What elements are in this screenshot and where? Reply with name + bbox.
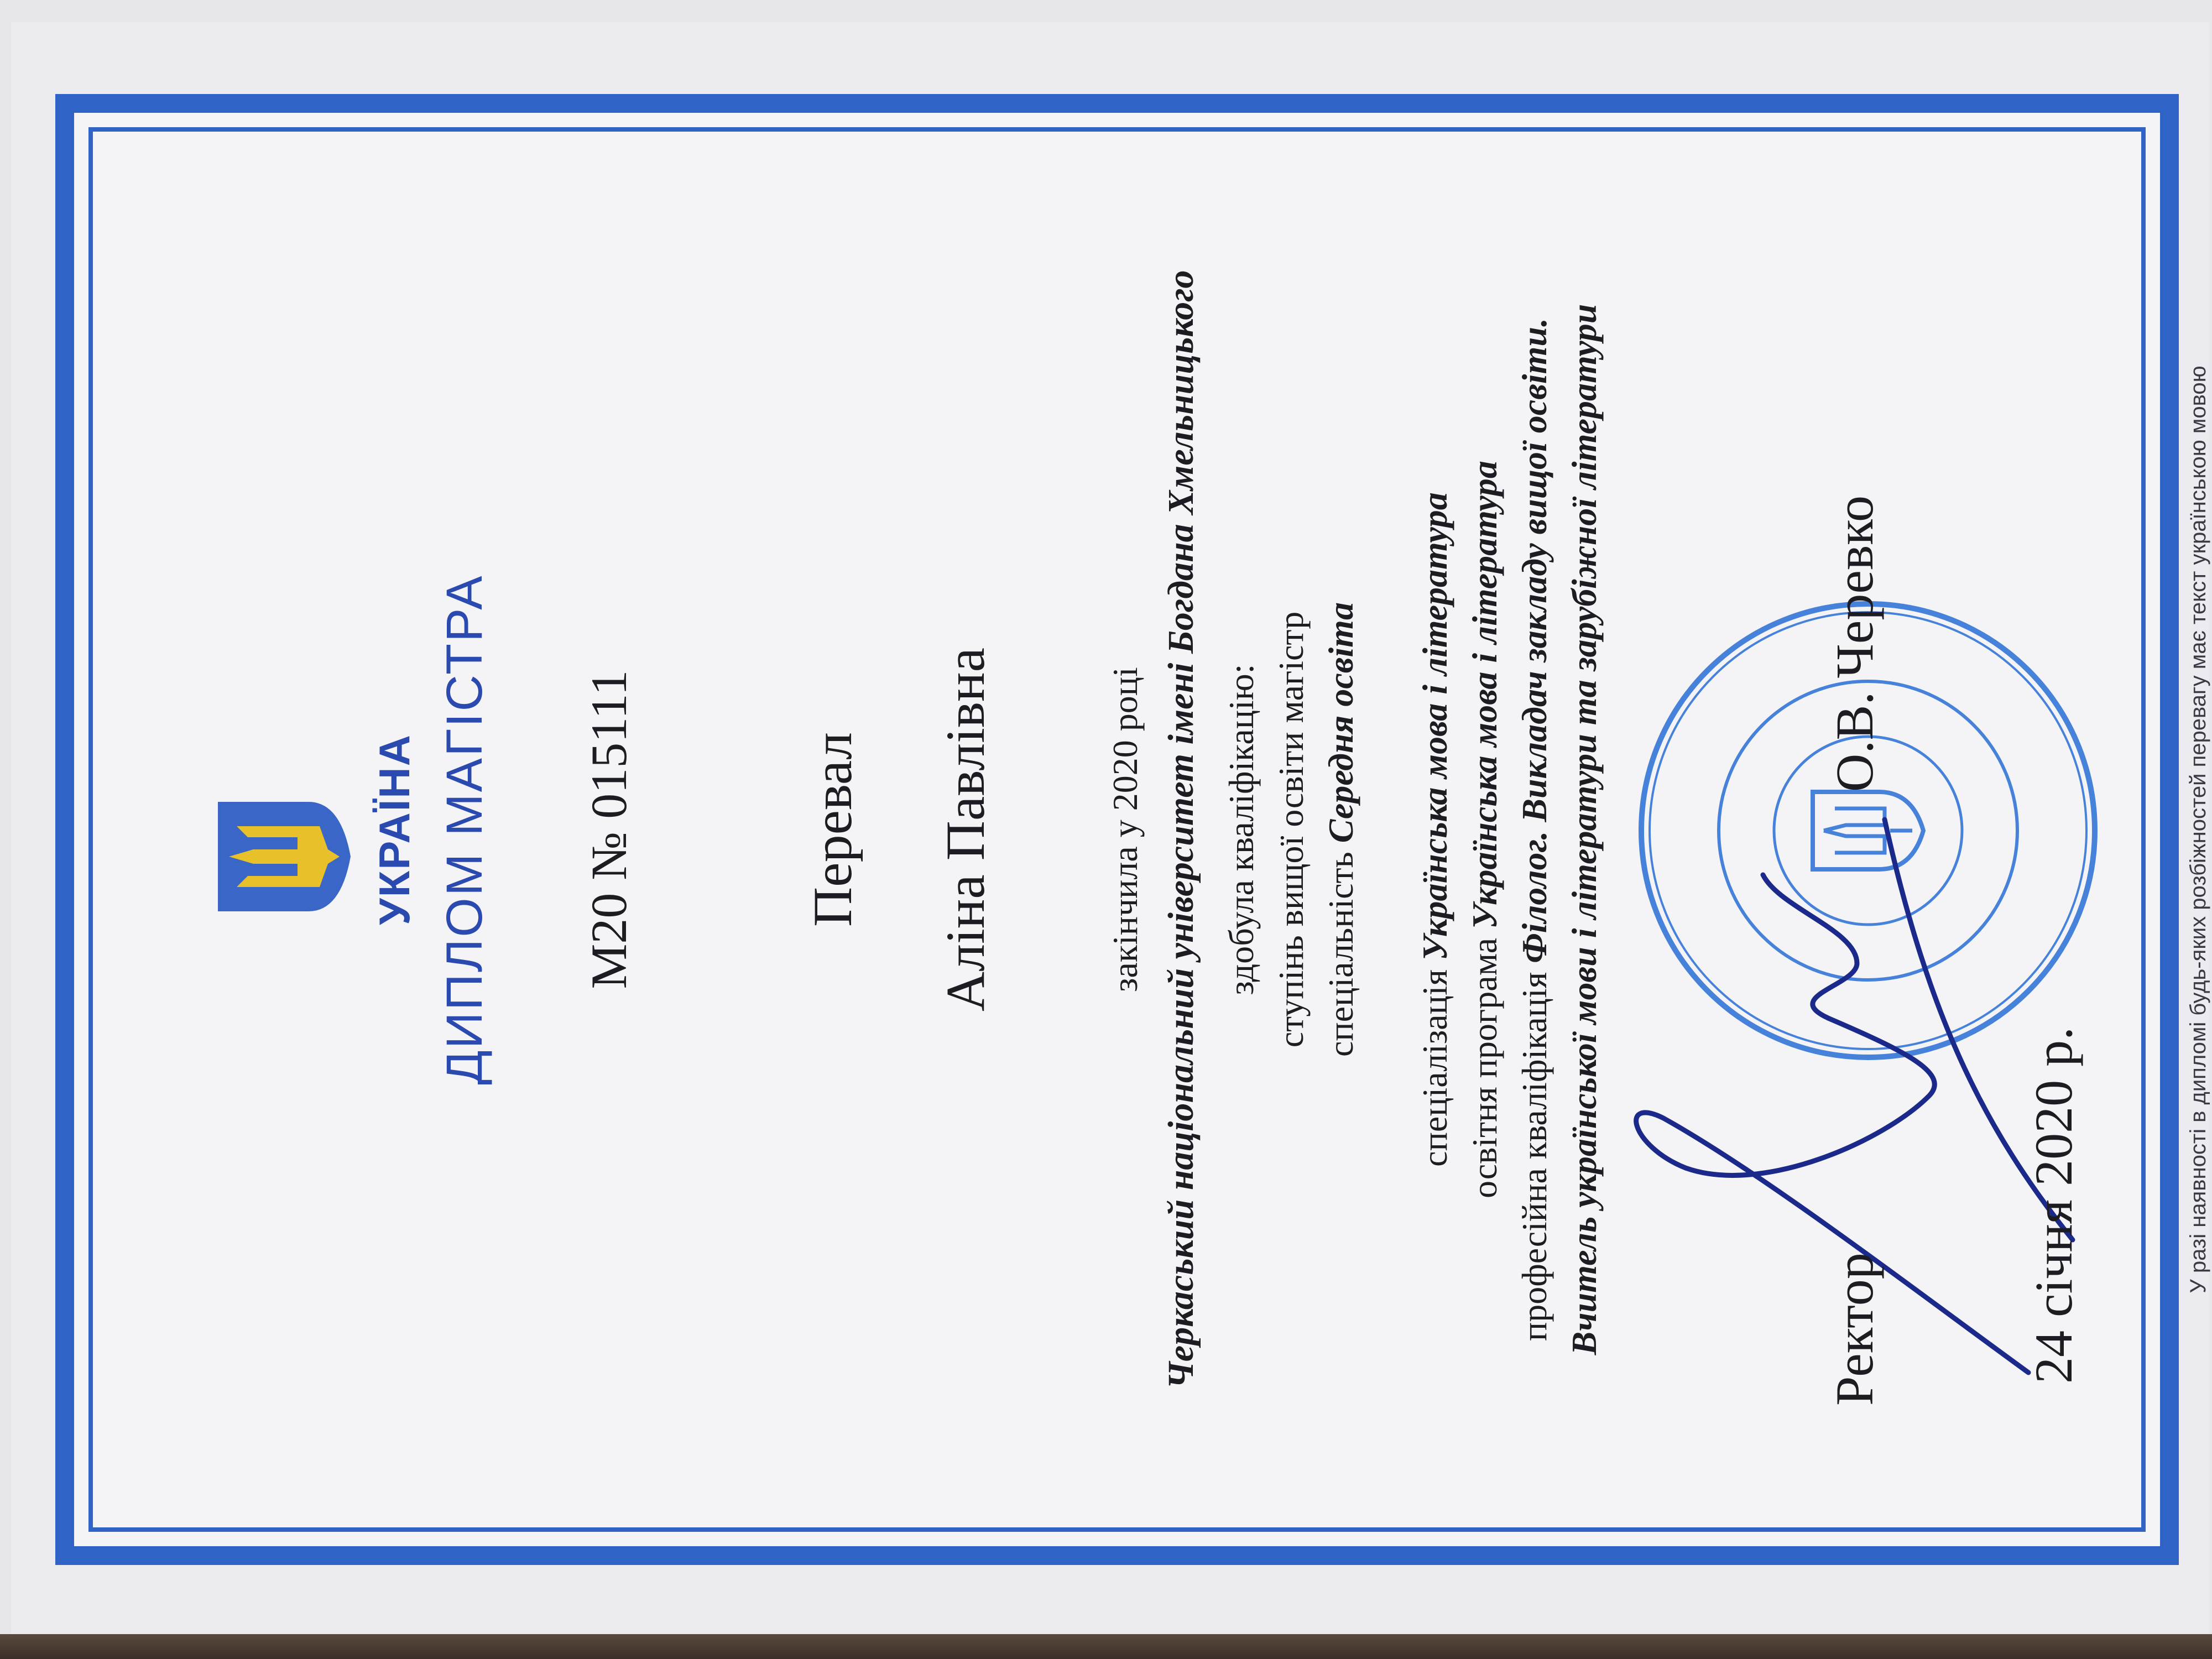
professional-qualification-line [1514,132,1555,1527]
program-line [1464,132,1505,1527]
issue-date: 24 січня 2020 р. [2024,1026,2083,1384]
graduation-line: закінчила у 2020 році [1105,667,1145,992]
language-note: У разі наявності в дипломі будь-яких розбіжностей перевагу має текст українською мовою [2186,366,2210,1293]
prof-value: Філолог. Викладач закладу вищої освіти. [1515,318,1554,963]
specialization-value: Українська мова і література [1415,492,1454,961]
document-title: ДИПЛОМ МАГІСТРА [436,574,493,1085]
rector-name: О.В. Черевко [1825,495,1884,792]
degree-label: ступінь вищої освіти [1271,732,1311,1048]
specialization-line [1415,132,1455,1527]
holder-surname: Перевал [802,732,863,927]
program-value: Українська мова і література [1465,461,1504,929]
coat-of-arms-icon [215,799,354,915]
program-label: освітня програма [1465,937,1504,1198]
degree-line [1271,132,1312,1527]
degree-value: магістр [1271,611,1311,723]
country-name: УКРАЇНА [370,734,419,925]
specialty-label: спеціальність [1321,852,1360,1057]
holder-given-names: Аліна Павлівна [935,647,996,1012]
table-background [0,1634,2212,1659]
prof-label: професійна кваліфікація [1515,972,1554,1341]
university-name: Черкаський національний університет імені Богдана Хмельницького [1161,270,1201,1389]
diploma-content [93,132,2210,1527]
specialization-label: спеціалізація [1415,969,1454,1167]
qualification-intro: здобула кваліфікацію: [1222,664,1261,995]
rector-label: Ректор [1825,1253,1884,1406]
professional-qualification-line-2: Вчитель української мови і літератури та зарубіжної літератури [1564,304,1604,1355]
diploma-number: М20 № 015111 [581,670,637,989]
specialty-line [1321,132,1361,1527]
specialty-value: Середня освіта [1321,602,1360,843]
